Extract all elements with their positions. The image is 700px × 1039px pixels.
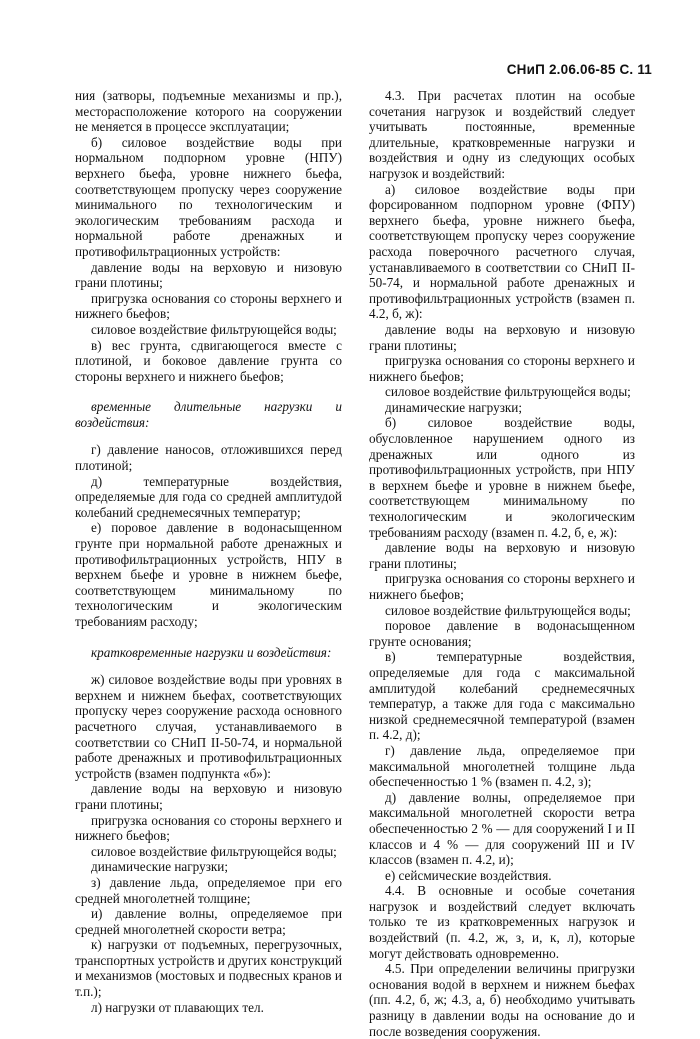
right-paragraph: 4.5. При определении величины пригрузки основания водой в верхнем и нижнем бьефах (пп. 4.2, б, ж; 4.3, а, б) необходимо учитывать разницу в давлении воды на основание до и после возведения сооружения. <box>369 961 635 1039</box>
left-paragraph: кратковременные нагрузки и воздействия: <box>91 644 332 660</box>
right-paragraph: динамические нагрузки; <box>385 399 523 415</box>
right-paragraph: д) давление волны, определяемое при максимальной многолетней скорости ветра обеспеченностью 2 % — для сооружений I и II классов и 4 % — для сооружений III и IV классов (взамен п. 4.2, и); <box>369 789 635 868</box>
right-paragraph: силовое воздействие фильтрующейся воды; <box>385 384 631 400</box>
right-column <box>369 88 635 1039</box>
right-paragraph: 4.3. При расчетах плотин на особые сочетания нагрузок и воздействий следует учитывать постоянные, временные длительные, кратковременные нагрузки и воздействия и одну из следующих особых нагрузок и воздействий: <box>369 88 635 181</box>
left-paragraph: давление воды на верховую и низовую грани плотины; <box>75 259 342 291</box>
left-paragraph: г) давление наносов, отложившихся перед плотиной; <box>75 442 342 474</box>
left-paragraph: пригрузка основания со стороны верхнего и нижнего бьефов; <box>75 812 342 844</box>
left-paragraph: д) температурные воздействия, определяемые для года со средней амплитудой колебаний среднемесячных температур; <box>75 473 342 520</box>
left-paragraph: в) вес грунта, сдвигающегося вместе с плотиной, и боковое давление грунта со стороны верхнего и нижнего бьефов; <box>75 337 342 384</box>
right-paragraph: а) силовое воздействие воды при форсированном подпорном уровне (ФПУ) верхнего бьефа, уровне нижнего бьефа, соответствующем пропуску через сооружение расхода поверочного расчетного случая, устанавливаемого в соответствии со СНиП II-50-74, и нормальной работе дренажных и противофильтрационных устройств (взамен п. 4.2, б, ж): <box>369 181 635 322</box>
left-paragraph: пригрузка основания со стороны верхнего и нижнего бьефов; <box>75 290 342 322</box>
left-paragraph: з) давление льда, определяемое при его средней многолетней толщине; <box>75 874 342 906</box>
left-paragraph: е) поровое давление в водонасыщенном грунте при нормальной работе дренажных и противофильтрационных устройств, НПУ в верхнем бьефе и уровне в нижнем бьефе, соответствующем минимальному по технологическим и экологическим требованиям расходу; <box>75 520 342 629</box>
right-paragraph: пригрузка основания со стороны верхнего и нижнего бьефов; <box>369 353 635 384</box>
left-paragraph: динамические нагрузки; <box>91 859 229 875</box>
right-paragraph: пригрузка основания со стороны верхнего и нижнего бьефов; <box>369 571 635 602</box>
right-paragraph: 4.4. В основные и особые сочетания нагрузок и воздействий следует включать только те из кратковременных нагрузок и воздействий (п. 4.2, ж, з, и, к, л), которые могут действовать одновременно. <box>369 883 635 961</box>
page-header: СНиП 2.06.06-85 С. 11 <box>506 62 652 77</box>
right-paragraph: давление воды на верховую и низовую грани плотины; <box>369 321 635 353</box>
left-paragraph: к) нагрузки от подъемных, перегрузочных, транспортных устройств и других конструкций и механизмов (мостовых и подвесных кранов и т.п.); <box>75 937 342 1000</box>
right-paragraph: в) температурные воздействия, определяемые для года с максимальной амплитудой колебаний среднемесячных температур, а также для года с максимально низкой среднемесячной температурой (взамен п. 4.2, д); <box>369 649 635 743</box>
left-paragraph: временные длительные нагрузки и воздействия: <box>75 399 342 430</box>
right-paragraph: силовое воздействие фильтрующейся воды; <box>385 602 631 618</box>
right-paragraph: поровое давление в водонасыщенном грунте основания; <box>369 618 635 649</box>
left-paragraph: ж) силовое воздействие воды при уровнях в верхнем и нижнем бьефах, соответствующих пропуску через сооружение расхода основного расчетного случая, устанавливаемого в соответствии со СНиП II-50-74, и нормальной работе дренажных и противофильтрационных устройств (взамен подпункта «б»): <box>75 672 342 781</box>
right-paragraph: б) силовое воздействие воды, обусловленное нарушением одного из дренажных или одного из противофильтрационных устройств, при НПУ в верхнем бьефе и уровне в нижнем бьефе, соответствующем минимальному по технологическим и экологическим требованиям расходу (взамен п. 4.2, б, е, ж): <box>369 415 635 540</box>
left-paragraph: и) давление волны, определяемое при средней многолетней скорости ветра; <box>75 906 342 937</box>
right-paragraph: г) давление льда, определяемое при максимальной многолетней толщине льда обеспеченностью 1 % (взамен п. 4.2, з); <box>369 742 635 790</box>
left-paragraph: давление воды на верховую и низовую грани плотины; <box>75 781 342 812</box>
left-paragraph: силовое воздействие фильтрующейся воды; <box>91 843 337 859</box>
left-paragraph: силовое воздействие фильтрующейся воды; <box>91 321 337 337</box>
left-paragraph: ния (затворы, подъемные механизмы и пр.), месторасположение которого на сооружении не меняется в процессе эксплуатации; <box>75 88 342 135</box>
right-paragraph: е) сейсмические воздействия. <box>385 867 552 883</box>
left-column <box>75 88 342 1015</box>
right-paragraph: давление воды на верховую и низовую грани плотины; <box>369 540 635 571</box>
left-paragraph: б) силовое воздействие воды при нормальном подпорном уровне (НПУ) верхнего бьефа, уровне нижнего бьефа, соответствующем пропуску через сооружение минимального по технологическим и экологическим требованиям расхода и нормальной работе дренажных и противофильтрационных устройств: <box>75 134 342 259</box>
left-paragraph: л) нагрузки от плавающих тел. <box>91 999 264 1015</box>
